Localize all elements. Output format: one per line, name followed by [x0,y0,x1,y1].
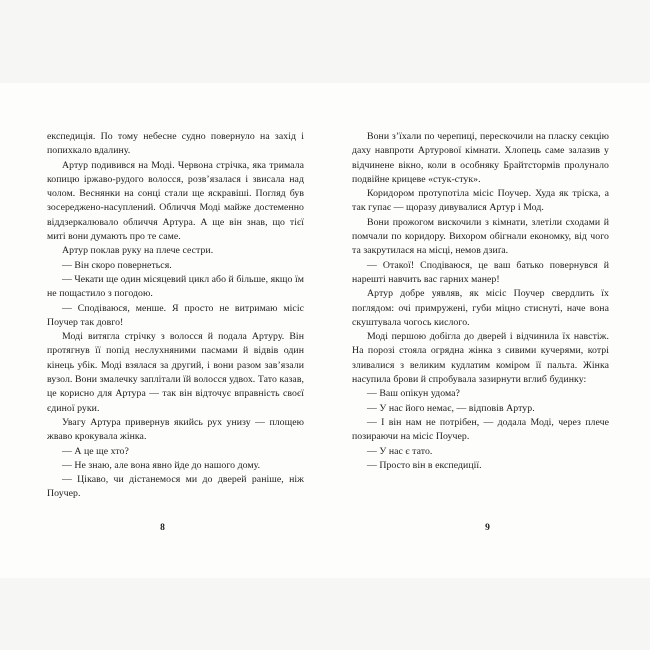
paragraph: — А це ще хто? [62,445,129,457]
paragraph: Артур добре уявляв, як місіс Поучер свердлить їх поглядом: очі примружені, губи міцно стиснуті, наче вона скуштувала чогось кислого. [352,288,609,328]
paragraph: Коридором протупотіла місіс Поучер. Худа як тріска, а так гупає — щоразу дивувалися Артур і Мод. [352,188,609,214]
book-page-right [325,83,650,578]
reader-background-bottom [0,577,650,650]
paragraph: Моді першою добігла до дверей і відчинила їх навстіж. На порозі стояла огрядна жінка з сивими кучерями, котрі зливалися з великим кудлатим коміром її пальта. Жінка насупила брови й спробувала зазирнути вглиб будинку: [352,331,609,386]
paragraph: — І він нам не потрібен, — додала Моді, через плече позираючи на місіс Поучер. [352,416,609,443]
paragraph: — Ваш опікун удома? [367,388,460,400]
paragraph: — Сподіваюся, менше. Я просто не витримаю місіс Поучер так довго! [47,302,304,328]
paragraph: — Отакої! Сподіваюся, це ваш батько повернувся й нарешті навчить вас гарних манер! [352,259,609,285]
page-number-right: 9 [485,523,490,533]
paragraph: Вони з’їхали по черепиці, перескочили на пласку секцію даху навпроти Артурової кімнати. Хлопець саме залазив у відчинене вікно, коли в особняку Брайтстормів пролунало подвійне крицеве «стук-стук». [352,131,609,185]
paragraph: — У нас його немає, — відповів Артур. [367,402,535,414]
paragraph: Вони прожогом вискочили з кімнати, злетіли сходами й помчали по коридору. Вихором обігнали економку, від чого та закрутилася на місці, немов дзиґа. [352,216,609,257]
page-text-left [47,130,304,522]
paragraph: — Цікаво, чи дістанемося ми до дверей раніше, ніж Поучер. [47,474,304,500]
paragraph: — Не знаю, але вона явно йде до нашого дому. [62,459,261,471]
paragraph: — У нас є тато. [367,445,433,457]
paragraph: — Він скоро повернеться. [62,259,172,271]
book-page-left [0,83,325,578]
page-spread [0,83,650,578]
page-text-right [352,130,609,522]
paragraph: Увагу Артура привернув якийсь рух унизу — площею жваво крокувала жінка. [47,416,304,443]
paragraph: Моді витягла стрічку з волосся й подала Артуру. Він протягнув її попід неслухняними пасмами й відвів один кінець убік. Моді взялася за другий, і вони разом зав’язали вузол. Вони змалечку заплітали їй волосся удвох. Тато казав, це корисно для Артура — так він відточує вправність своєї єдиної руки. [47,331,304,414]
paragraph: — Чекати ще один місяцевий цикл або й більше, якщо їм не пощастило з погодою. [47,273,304,300]
page-number-left: 8 [160,523,165,533]
paragraph: Артур поклав руку на плече сестри. [62,245,214,257]
paragraph: — Просто він в експедиції. [367,459,482,471]
paragraph: експедиція. По тому небесне судно повернуло на захід і попихкало вдалину. [47,131,304,157]
reader-background-top [0,0,650,84]
paragraph: Артур подивився на Моді. Червона стрічка, яка тримала копицю іржаво-рудого волосся, розв’язалася і звисала над чолом. Веснянки на сонці стали ще яскравіші. Погляд був зосереджено-насуплений. Обличчя Моді майже достеменно віддзеркалювало обличчя Артура. А ще він знав, що тієї миті вони думають про те саме. [47,159,304,243]
